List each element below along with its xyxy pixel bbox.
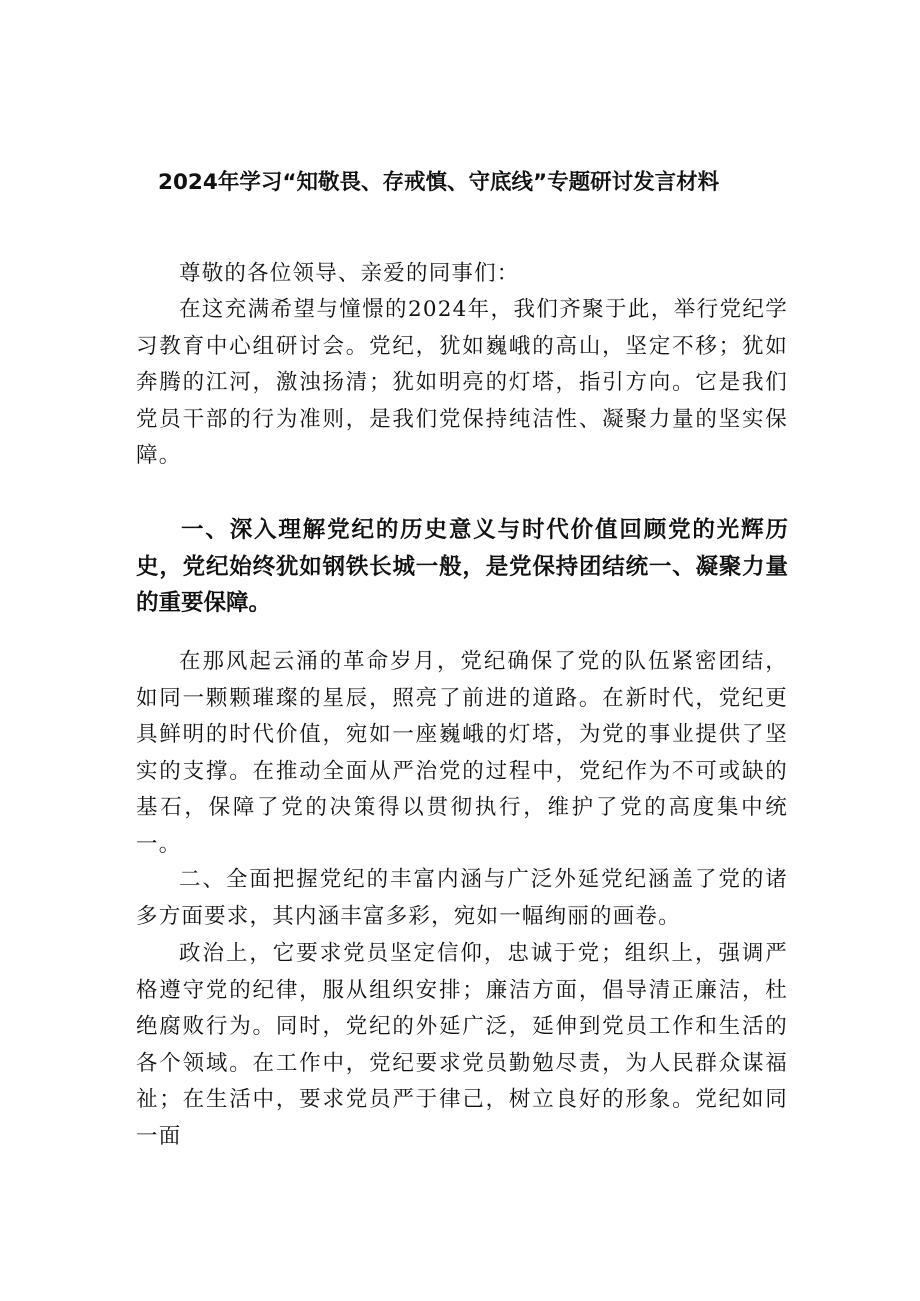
intro-paragraph: 在这充满希望与憧憬的2024年，我们齐聚于此，举行党纪学习教育中心组研讨会。党纪，犹如巍峨的高山，坚定不移；犹如奔腾的江河，激浊扬清；犹如明亮的灯塔，指引方向。它是我们党员干部的行为准则，是我们党保持纯洁性、凝聚力量的坚实保障。 xyxy=(136,297,788,468)
document-title: 2024年学习“知敬畏、存戒慎、守底线”专题研讨发言材料 xyxy=(158,170,720,195)
greeting-paragraph: 尊敬的各位领导、亲爱的同事们： xyxy=(179,261,520,286)
section-2-paragraph: 政治上，它要求党员坚定信仰，忠诚于党；组织上，强调严格遵守党的纪律，服从组织安排；廉洁方面，倡导清正廉洁，杜绝腐败行为。同时，党纪的外延广泛，延伸到党员工作和生活的各个领域。在工作中，党纪要求党员勤勉尽责，为人民群众谋福祉；在生活中，要求党员严于律己，树立良好的形象。党纪如同一面 xyxy=(136,941,788,1149)
section-2-heading: 二、全面把握党纪的丰富内涵与广泛外延党纪涵盖了党的诸多方面要求，其内涵丰富多彩，宛如一幅绚丽的画卷。 xyxy=(136,867,788,929)
section-1-paragraph: 在那风起云涌的革命岁月，党纪确保了党的队伍紧密团结，如同一颗颗璀璨的星辰，照亮了前进的道路。在新时代，党纪更具鲜明的时代价值，宛如一座巍峨的灯塔，为党的事业提供了坚实的支撑。在推动全面从严治党的过程中，党纪作为不可或缺的基石，保障了党的决策得以贯彻执行，维护了党的高度集中统一。 xyxy=(136,649,788,857)
section-1-heading: 一、深入理解党纪的历史意义与时代价值回顾党的光辉历史，党纪始终犹如钢铁长城一般，是党保持团结统一、凝聚力量的重要保障。 xyxy=(136,517,788,616)
